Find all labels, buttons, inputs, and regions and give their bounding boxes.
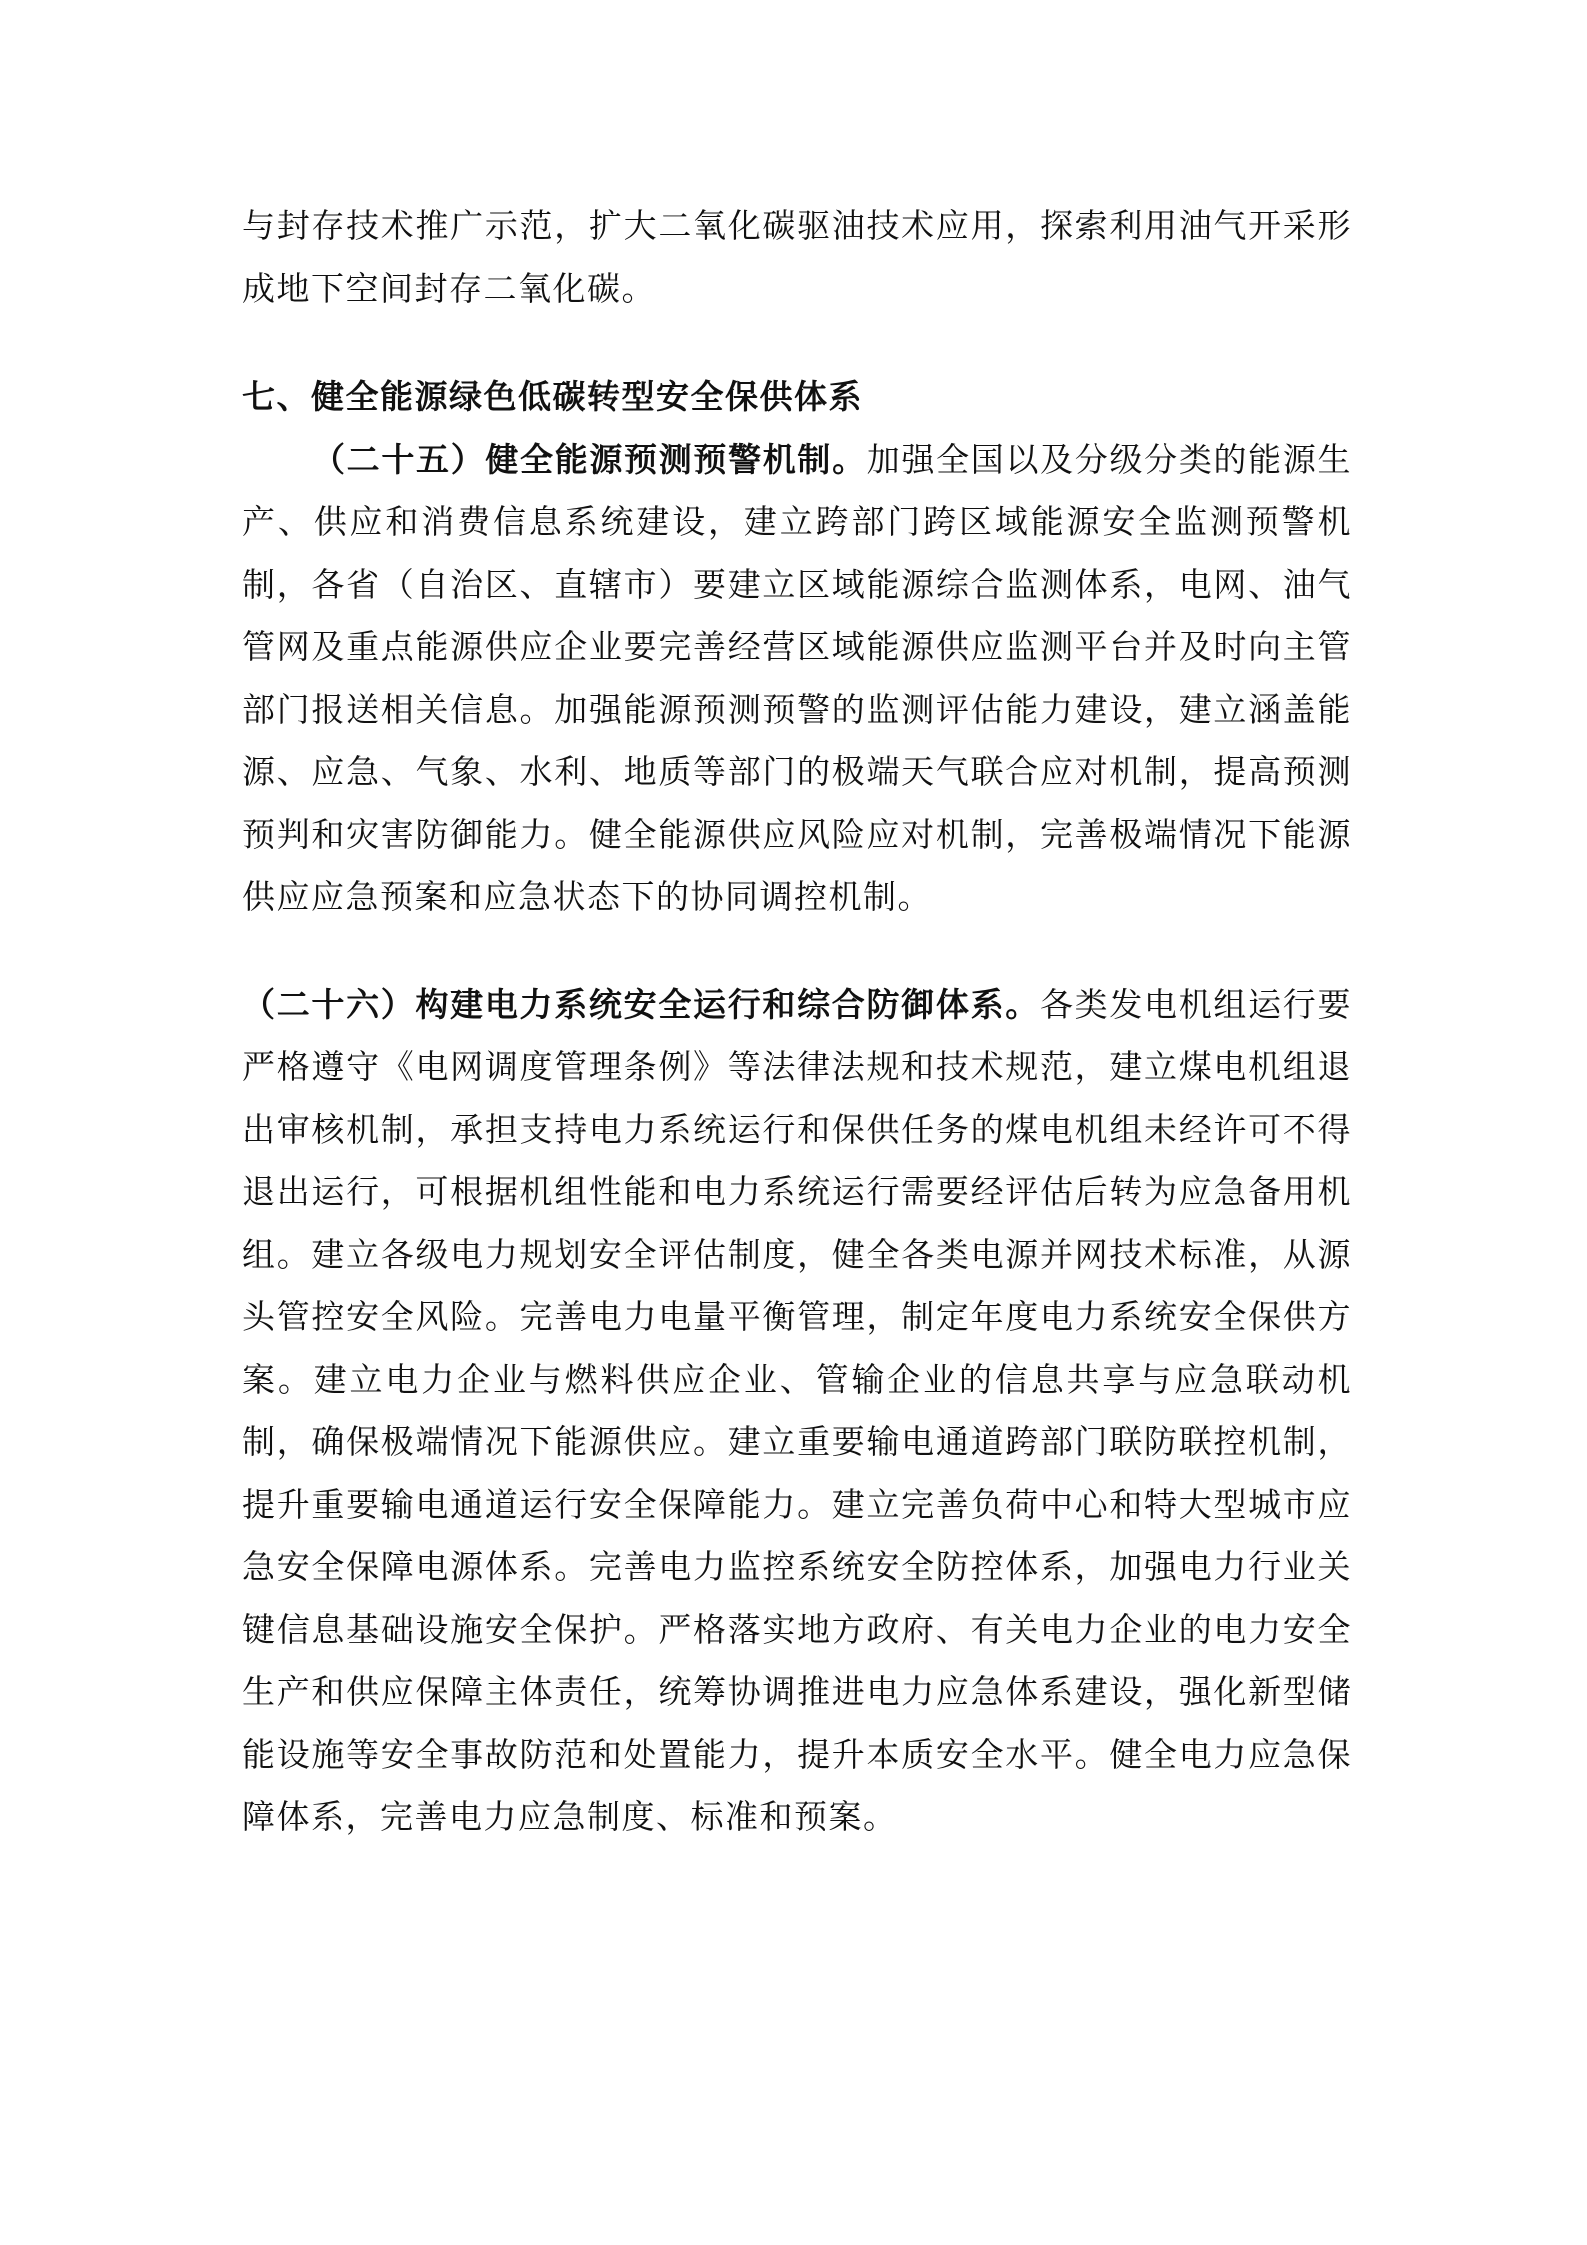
spacer [242, 929, 1352, 974]
spacer [242, 320, 1352, 366]
section-heading: 七、健全能源绿色低碳转型安全保供体系 [242, 377, 863, 416]
intro-paragraph: 与封存技术推广示范，扩大二氧化碳驱油技术应用，探索利用油气开采形成地下空间封存二氧化碳。 [242, 206, 1352, 308]
item-25-body: 加强全国以及分级分类的能源生产、供应和消费信息系统建设，建立跨部门跨区域能源安全监测预警机制，各省（自治区、直辖市）要建立区域能源综合监测体系，电网、油气管网及重点能源供应企业要完善经营区域能源供应监测平台并及时向主管部门报送相关信息。加强能源预测预警的监测评估能力建设，建立涵盖能源、应急、气象、水利、地质等部门的极端天气联合应对机制，提高预测预判和灾害防御能力。健全能源供应风险应对机制，完善极端情况下能源供应应急预案和应急状态下的协同调控机制。 [242, 439, 1353, 916]
item-25-paragraph [242, 429, 1352, 929]
item-26-title: （二十六）构建电力系统安全运行和综合防御体系。 [242, 984, 1040, 1024]
item-25-title: （二十五）健全能源预测预警机制。 [312, 439, 867, 479]
item-26-paragraph [242, 974, 1352, 1849]
item-26-body: 各类发电机组运行要严格遵守《电网调度管理条例》等法律法规和技术规范，建立煤电机组退出审核机制，承担支持电力系统运行和保供任务的煤电机组未经许可不得退出运行，可根据机组性能和电力系统运行需要经评估后转为应急备用机组。建立各级电力规划安全评估制度，健全各类电源并网技术标准，从源头管控安全风险。完善电力电量平衡管理，制定年度电力系统安全保供方案。建立电力企业与燃料供应企业、管输企业的信息共享与应急联动机制，确保极端情况下能源供应。建立重要输电通道跨部门联防联控机制，提升重要输电通道运行安全保障能力。建立完善负荷中心和特大型城市应急安全保障电源体系。完善电力监控系统安全防控体系，加强电力行业关键信息基础设施安全保护。严格落实地方政府、有关电力企业的电力安全生产和供应保障主体责任，统筹协调推进电力应急体系建设，强化新型储能设施等安全事故防范和处置能力，提升本质安全水平。健全电力应急保障体系，完善电力应急制度、标准和预案。 [242, 984, 1353, 1836]
document-page [242, 195, 1352, 1849]
